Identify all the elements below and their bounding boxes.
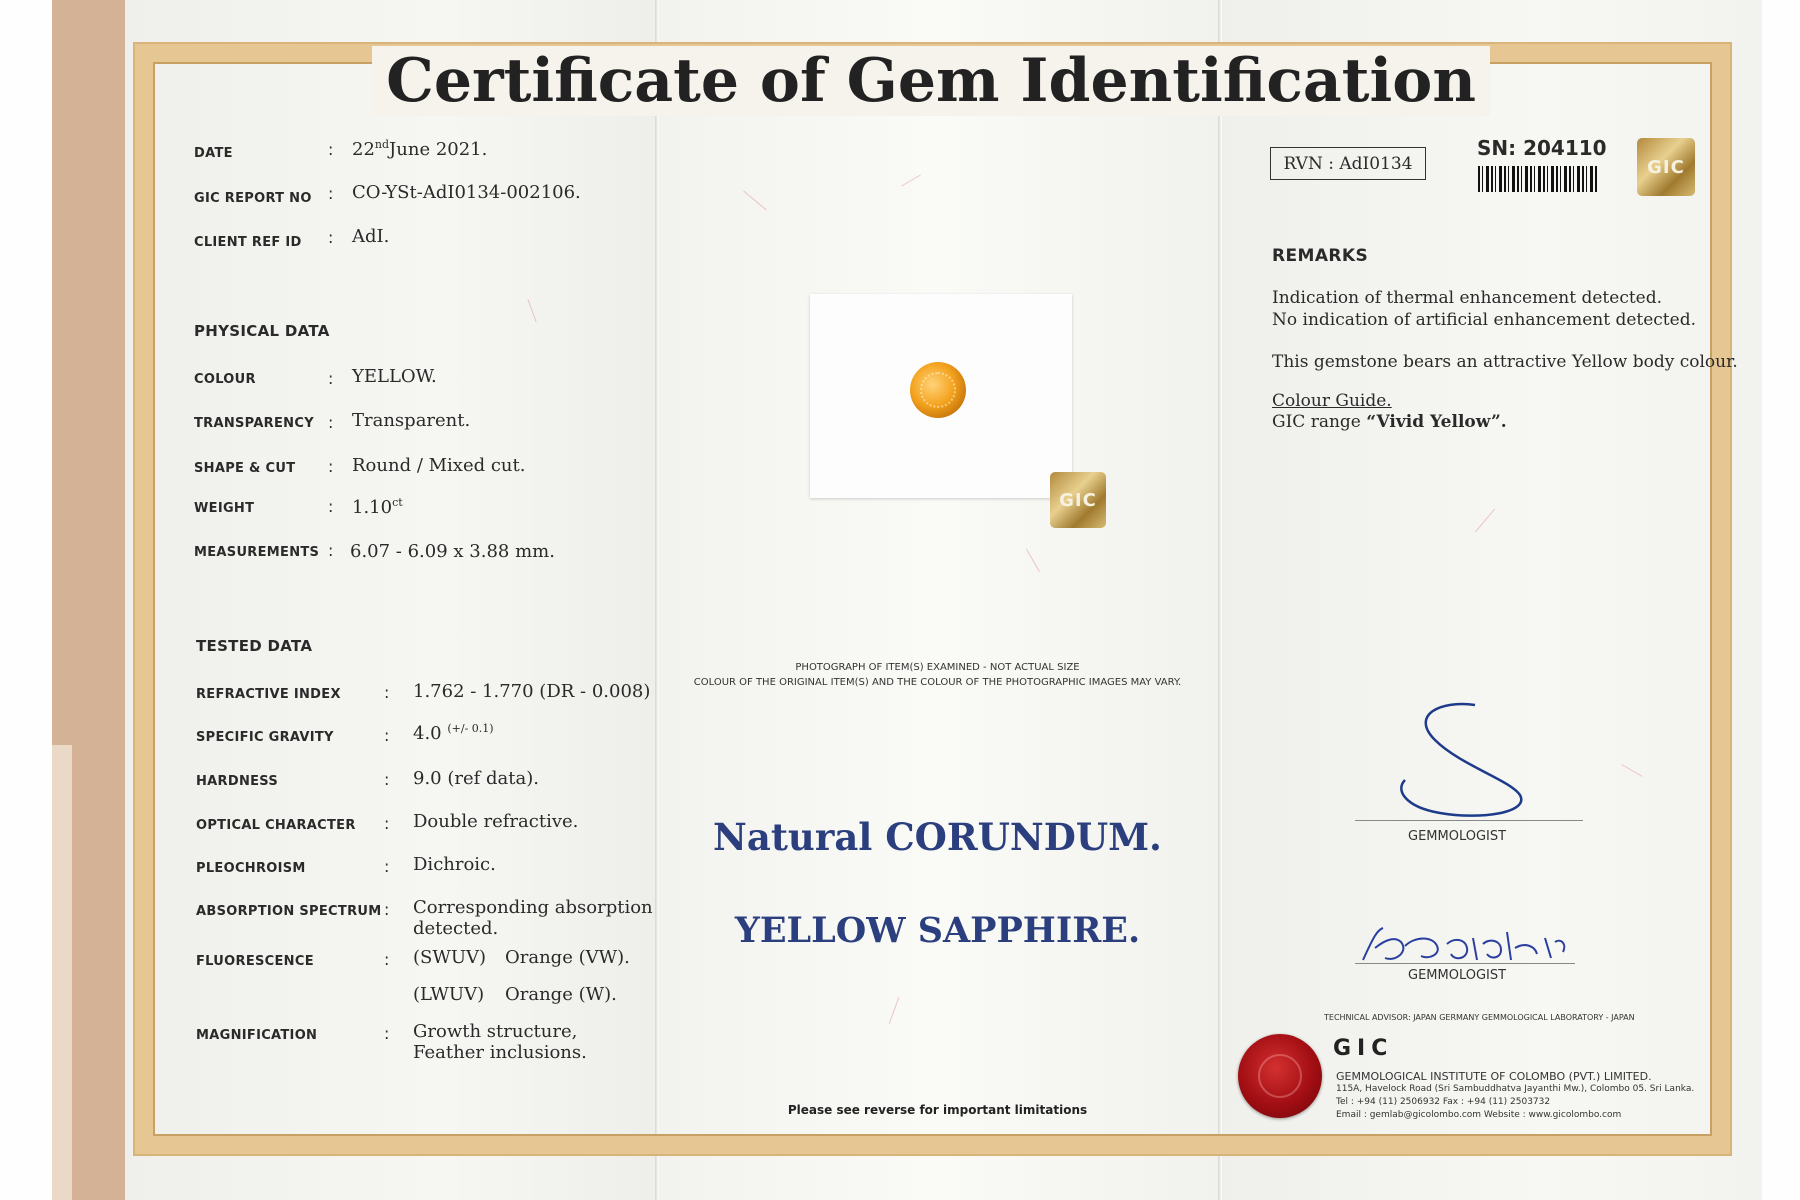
date-row xyxy=(194,141,233,162)
magnification-label: MAGNIFICATION xyxy=(196,1028,318,1043)
gem-species: Natural CORUNDUM. xyxy=(713,815,1162,859)
hardness-value: 9.0 (ref data). xyxy=(413,768,539,789)
report-no-label: GIC REPORT NO xyxy=(194,191,312,206)
colon: : xyxy=(328,457,334,476)
gic-logo-text: GIC xyxy=(1333,1036,1394,1061)
measurements-label: MEASUREMENTS xyxy=(194,545,320,560)
colon: : xyxy=(384,857,390,876)
remark-artificial: No indication of artificial enhancement detected. xyxy=(1272,310,1696,330)
pleochroism-value: Dichroic. xyxy=(413,854,496,875)
institute-address: 115A, Havelock Road (Sri Sambuddhatva Jayanthi Mw.), Colombo 05. Sri Lanka. xyxy=(1336,1084,1695,1094)
colon: : xyxy=(384,900,390,919)
gemmologist-signature-1 xyxy=(1380,695,1540,825)
magnification-line1: Growth structure, xyxy=(413,1021,578,1042)
gemmologist-label-2: GEMMOLOGIST xyxy=(1408,968,1507,983)
photo-caption-line2: COLOUR OF THE ORIGINAL ITEM(S) AND THE COLOUR OF THE PHOTOGRAPHIC IMAGES MAY VARY. xyxy=(693,677,1182,688)
gem-variety: YELLOW SAPPHIRE. xyxy=(734,910,1141,951)
report-no-row xyxy=(194,186,312,207)
gic-hologram-logo: GIC xyxy=(1637,138,1695,196)
colon: : xyxy=(328,140,334,159)
date-label: DATE xyxy=(194,146,233,161)
specific-gravity-value: 4.0 $^{(+/- 0.1)}$ xyxy=(413,722,494,744)
fluorescence-swuv-tag: (SWUV) xyxy=(413,947,487,968)
shape-cut-value: Round / Mixed cut. xyxy=(352,455,526,476)
colon: : xyxy=(328,184,334,203)
colon: : xyxy=(384,683,390,702)
weight-value: $1.10^{ct}$ xyxy=(352,496,403,518)
wax-seal xyxy=(1238,1034,1322,1118)
rvn-box: RVN : AdI0134 xyxy=(1270,147,1426,180)
tested-data-heading: TESTED DATA xyxy=(196,637,313,655)
physical-data-heading: PHYSICAL DATA xyxy=(194,322,330,340)
pleochroism-label: PLEOCHROISM xyxy=(196,861,306,876)
institute-name: GEMMOLOGICAL INSTITUTE OF COLOMBO (PVT.) LIMITED. xyxy=(1336,1070,1652,1083)
optical-character-label: OPTICAL CHARACTER xyxy=(196,818,356,833)
absorption-spectrum-label: ABSORPTION SPECTRUM xyxy=(196,904,382,919)
measurements-value: 6.07 - 6.09 x 3.88 mm. xyxy=(350,541,555,562)
colon: : xyxy=(384,950,390,969)
client-ref-row xyxy=(194,230,302,251)
colon: : xyxy=(328,228,334,247)
transparency-value: Transparent. xyxy=(352,410,471,431)
institute-contact: Email : gemlab@gicolombo.com Website : www.gicolombo.com xyxy=(1336,1110,1622,1120)
remark-colour: This gemstone bears an attractive Yellow body colour. xyxy=(1272,352,1738,372)
fluorescence-lwuv-value: Orange (W). xyxy=(505,984,617,1005)
yellow-gemstone-photo xyxy=(910,362,966,418)
fluorescence-label: FLUORESCENCE xyxy=(196,954,314,969)
colon: : xyxy=(328,541,334,560)
weight-label: WEIGHT xyxy=(194,501,255,516)
colour-value: YELLOW. xyxy=(352,366,437,387)
absorption-spectrum-line2: detected. xyxy=(413,918,499,939)
report-no-value: CO-YSt-AdI0134-002106. xyxy=(352,182,581,203)
barcode xyxy=(1478,166,1598,192)
gic-range: GIC range “Vivid Yellow”. xyxy=(1272,412,1507,432)
fluorescence-swuv-value: Orange (VW). xyxy=(505,947,630,968)
transparency-label: TRANSPARENCY xyxy=(194,416,314,431)
serial-number: SN: 204110 xyxy=(1477,136,1607,160)
colon: : xyxy=(384,814,390,833)
signature-line-1 xyxy=(1355,820,1583,821)
absorption-spectrum-line1: Corresponding absorption xyxy=(413,897,653,918)
colon: : xyxy=(328,369,334,388)
colon: : xyxy=(384,726,390,745)
signature-line-2 xyxy=(1355,963,1575,964)
colon: : xyxy=(328,497,334,516)
remark-thermal: Indication of thermal enhancement detected. xyxy=(1272,288,1663,308)
client-ref-value: AdI. xyxy=(352,226,390,247)
folder-edge xyxy=(52,745,72,1200)
certificate-title: Certificate of Gem Identification xyxy=(0,46,1800,116)
specific-gravity-label: SPECIFIC GRAVITY xyxy=(196,730,334,745)
date-value: 22ndJune 2021. xyxy=(352,138,488,160)
colon: : xyxy=(384,770,390,789)
colon: : xyxy=(328,413,334,432)
limitations-note: Please see reverse for important limitations xyxy=(787,1103,1088,1117)
magnification-line2: Feather inclusions. xyxy=(413,1042,587,1063)
refractive-index-label: REFRACTIVE INDEX xyxy=(196,687,341,702)
gemmologist-label-1: GEMMOLOGIST xyxy=(1408,829,1507,844)
gic-hologram-sticker: GIC xyxy=(1050,472,1106,528)
remarks-heading: REMARKS xyxy=(1272,246,1369,266)
hardness-label: HARDNESS xyxy=(196,774,279,789)
colour-guide-heading: Colour Guide. xyxy=(1272,391,1392,411)
fluorescence-lwuv-tag: (LWUV) xyxy=(413,984,485,1005)
colour-label: COLOUR xyxy=(194,372,256,387)
shape-cut-label: SHAPE & CUT xyxy=(194,461,296,476)
photo-caption-line1: PHOTOGRAPH OF ITEM(S) EXAMINED - NOT ACTUAL SIZE xyxy=(795,662,1080,673)
optical-character-value: Double refractive. xyxy=(413,811,579,832)
colon: : xyxy=(384,1024,390,1043)
client-ref-label: CLIENT REF ID xyxy=(194,235,302,250)
refractive-index-value: 1.762 - 1.770 (DR - 0.008) xyxy=(413,681,651,702)
institute-phone: Tel : +94 (11) 2506932 Fax : +94 (11) 2503732 xyxy=(1336,1097,1551,1107)
technical-advisor: TECHNICAL ADVISOR: JAPAN GERMANY GEMMOLOGICAL LABORATORY - JAPAN xyxy=(1324,1013,1635,1022)
